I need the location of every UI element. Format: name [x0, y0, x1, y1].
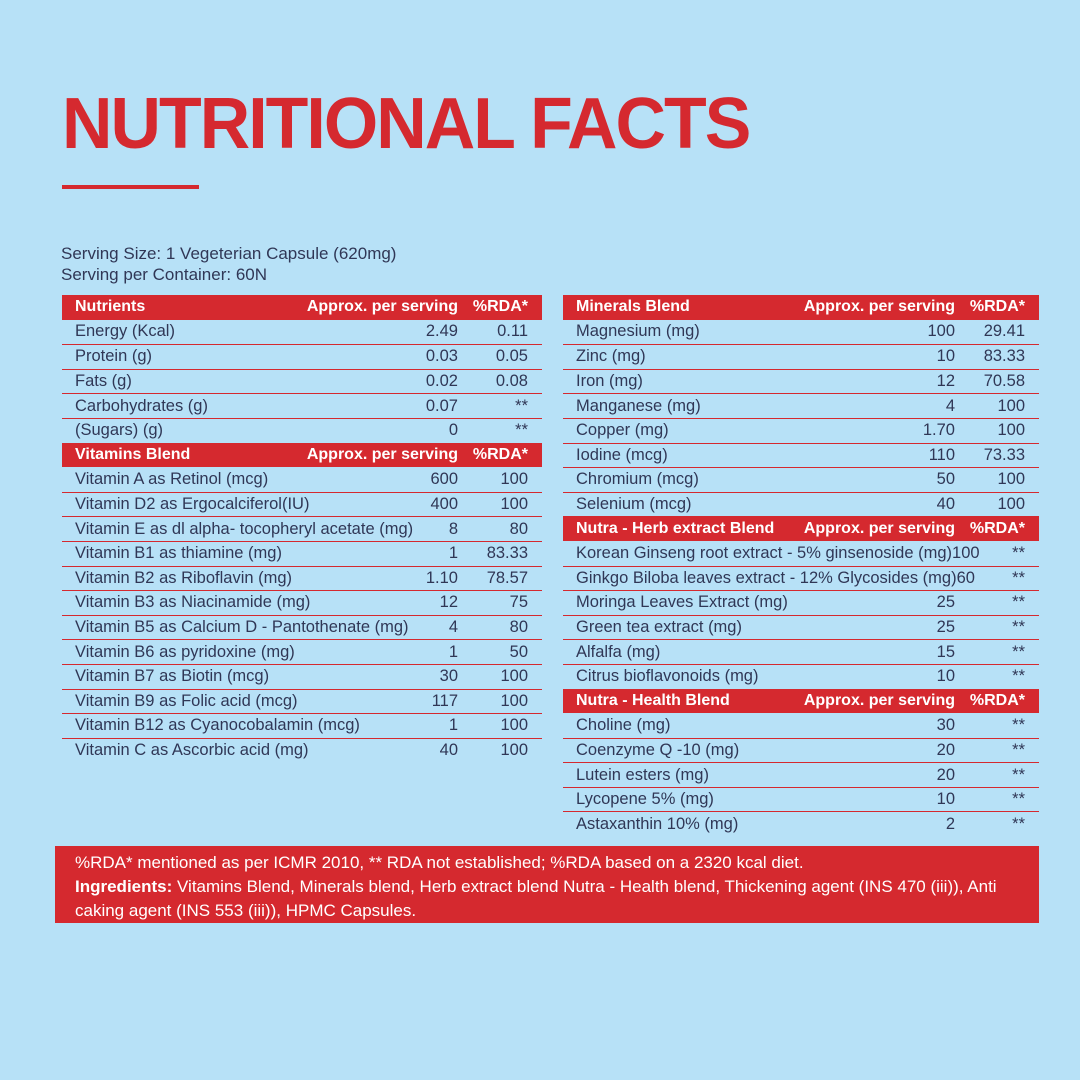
- nutrient-name: Protein (g): [75, 347, 153, 366]
- table-row: [563, 443, 1039, 468]
- rda-value: **: [1012, 667, 1025, 686]
- table-row: [563, 344, 1039, 369]
- rda-value: **: [1012, 543, 1025, 562]
- table-row: [563, 393, 1039, 418]
- nutrient-name: Iron (mg): [576, 372, 643, 391]
- table-row: [62, 369, 542, 394]
- nutrient-name: Ginkgo Biloba leaves extract - 12% Glycosides (mg): [576, 568, 957, 587]
- amount-value: 117: [431, 691, 458, 710]
- nutrient-name: Iodine (mcg): [576, 445, 668, 464]
- table-row: [62, 393, 542, 418]
- nutrient-name: Vitamin A as Retinol (mcg): [75, 469, 269, 488]
- rda-value: 100: [997, 396, 1025, 415]
- amount-value: 0.02: [425, 372, 458, 391]
- serving-size: Serving Size: 1 Vegeterian Capsule (620mg): [61, 244, 397, 263]
- column-header-rda: %RDA*: [472, 298, 528, 316]
- nutrient-name: Vitamin B7 as Biotin (mcg): [75, 667, 270, 686]
- right-column-tables: [563, 295, 1039, 836]
- table-row: [62, 590, 542, 615]
- nutrient-name: Vitamin E as dl alpha- tocopheryl acetate (mg): [75, 519, 414, 538]
- nutrient-name: Manganese (mg): [576, 396, 701, 415]
- nutrient-name: Vitamin B3 as Niacinamide (mg): [75, 593, 311, 612]
- column-header-per-serving: Approx. per serving: [803, 519, 955, 537]
- table-header-label: Vitamins Blend: [75, 445, 191, 463]
- nutrient-name: Citrus bioflavonoids (mg): [576, 667, 759, 686]
- table-row: [563, 492, 1039, 517]
- table-row: [563, 811, 1039, 836]
- amount-value: 1: [448, 544, 458, 563]
- amount-value: 600: [430, 469, 458, 488]
- amount-value: 10: [936, 347, 955, 366]
- nutrient-name: Lutein esters (mg): [576, 765, 709, 784]
- table-row: [563, 762, 1039, 787]
- amount-value: 4: [448, 618, 458, 637]
- table-row: [62, 713, 542, 738]
- rda-value: 80: [509, 519, 528, 538]
- amount-value: 8: [448, 519, 458, 538]
- table-row: [62, 467, 542, 492]
- table-row: [62, 615, 542, 640]
- column-header-per-serving: Approx. per serving: [306, 298, 458, 316]
- table-row: [563, 566, 1039, 591]
- ingredients-note: [75, 875, 1019, 923]
- footnote-box: [55, 846, 1039, 923]
- table-row: [563, 418, 1039, 443]
- table-row: [62, 639, 542, 664]
- amount-value: 4: [945, 396, 955, 415]
- rda-value: 50: [509, 642, 528, 661]
- table-row: [62, 320, 542, 345]
- table-header-row: [62, 295, 542, 320]
- rda-value: 78.57: [486, 568, 528, 587]
- rda-value: **: [1012, 642, 1025, 661]
- table-row: [563, 320, 1039, 345]
- table-row: [62, 418, 542, 443]
- table-section: [62, 295, 542, 443]
- table-row: [563, 615, 1039, 640]
- rda-value: 75: [509, 593, 528, 612]
- serving-per-container: Serving per Container: 60N: [61, 265, 268, 284]
- amount-value: 15: [936, 642, 955, 661]
- table-header-row: [563, 295, 1039, 320]
- rda-value: 0.05: [495, 347, 528, 366]
- nutrient-name: Vitamin B5 as Calcium D - Pantothenate (mg): [75, 618, 409, 637]
- table-row: [563, 467, 1039, 492]
- rda-value: **: [1012, 593, 1025, 612]
- column-header-rda: %RDA*: [969, 691, 1025, 709]
- amount-value: 100: [927, 322, 955, 341]
- nutrient-name: Vitamin D2 as Ergocalciferol(IU): [75, 495, 310, 514]
- rda-value: 100: [997, 470, 1025, 489]
- nutrient-name: Vitamin C as Ascorbic acid (mg): [75, 740, 309, 759]
- amount-value: 40: [439, 740, 458, 759]
- nutrient-name: Chromium (mcg): [576, 470, 699, 489]
- amount-value: 40: [936, 495, 955, 514]
- amount-value: 1.10: [425, 568, 458, 587]
- amount-value: 10: [936, 667, 955, 686]
- table-row: [563, 787, 1039, 812]
- table-row: [62, 344, 542, 369]
- table-row: [563, 639, 1039, 664]
- rda-value: 0.08: [495, 372, 528, 391]
- table-section: [563, 295, 1039, 516]
- nutrient-name: Coenzyme Q -10 (mg): [576, 740, 740, 759]
- nutrient-name: Selenium (mcg): [576, 495, 692, 514]
- nutrient-name: Lycopene 5% (mg): [576, 790, 714, 809]
- nutrient-name: Vitamin B12 as Cyanocobalamin (mcg): [75, 716, 360, 735]
- amount-value: 20: [936, 765, 955, 784]
- nutrient-name: Carbohydrates (g): [75, 396, 208, 415]
- rda-value: **: [1012, 568, 1025, 587]
- amount-value: 50: [936, 470, 955, 489]
- rda-value: **: [1012, 618, 1025, 637]
- amount-value: 20: [936, 740, 955, 759]
- page-title: NUTRITIONAL FACTS: [62, 84, 750, 164]
- table-header-label: Nutra - Health Blend: [576, 691, 730, 709]
- table-row: [62, 664, 542, 689]
- ingredients-label: Ingredients:: [75, 877, 173, 896]
- table-header-label: Minerals Blend: [576, 298, 690, 316]
- table-section: [563, 516, 1039, 688]
- rda-value: **: [515, 421, 528, 440]
- amount-value: 12: [936, 372, 955, 391]
- table-row: [62, 541, 542, 566]
- rda-value: **: [1012, 765, 1025, 784]
- amount-value: 30: [936, 715, 955, 734]
- nutrient-name: (Sugars) (g): [75, 421, 164, 440]
- rda-value: 100: [500, 716, 528, 735]
- table-header-row: [563, 689, 1039, 714]
- nutrient-name: Choline (mg): [576, 715, 671, 734]
- table-row: [62, 492, 542, 517]
- amount-value: 1: [448, 642, 458, 661]
- nutrient-name: Copper (mg): [576, 421, 669, 440]
- nutrient-name: Moringa Leaves Extract (mg): [576, 593, 788, 612]
- rda-note: %RDA* mentioned as per ICMR 2010, ** RDA not established; %RDA based on a 2320 kcal diet.: [75, 853, 804, 872]
- amount-value: 25: [936, 593, 955, 612]
- rda-value: **: [1012, 715, 1025, 734]
- table-row: [62, 566, 542, 591]
- rda-value: **: [1012, 814, 1025, 833]
- nutrient-name: Vitamin B2 as Riboflavin (mg): [75, 568, 293, 587]
- amount-value: 1.70: [922, 421, 955, 440]
- table-row: [563, 369, 1039, 394]
- amount-value: 0.07: [425, 396, 458, 415]
- nutrient-name: Energy (Kcal): [75, 322, 175, 341]
- amount-value: 2: [945, 814, 955, 833]
- column-header-rda: %RDA*: [472, 445, 528, 463]
- rda-value: 100: [500, 740, 528, 759]
- column-header-rda: %RDA*: [969, 519, 1025, 537]
- column-header-per-serving: Approx. per serving: [803, 691, 955, 709]
- amount-value: 12: [439, 593, 458, 612]
- left-column-tables: [62, 295, 542, 762]
- nutrient-name: Vitamin B1 as thiamine (mg): [75, 544, 282, 563]
- table-row: [563, 738, 1039, 763]
- amount-value: 1: [448, 716, 458, 735]
- title-underline: [62, 185, 199, 189]
- rda-value: 100: [500, 495, 528, 514]
- nutrient-name: Korean Ginseng root extract - 5% ginsenoside (mg): [576, 543, 953, 562]
- rda-value: 73.33: [983, 445, 1025, 464]
- rda-value: 83.33: [983, 347, 1025, 366]
- nutrient-name: Vitamin B6 as pyridoxine (mg): [75, 642, 295, 661]
- column-header-per-serving: Approx. per serving: [306, 445, 458, 463]
- table-header-row: [563, 516, 1039, 541]
- rda-value: 100: [997, 495, 1025, 514]
- amount-value: 30: [439, 667, 458, 686]
- amount-value: 100: [952, 543, 980, 562]
- column-header-per-serving: Approx. per serving: [803, 298, 955, 316]
- table-row: [62, 738, 542, 763]
- amount-value: 400: [430, 495, 458, 514]
- amount-value: 10: [936, 790, 955, 809]
- amount-value: 0.03: [425, 347, 458, 366]
- table-row: [563, 541, 1039, 566]
- nutrient-name: Astaxanthin 10% (mg): [576, 814, 739, 833]
- table-row: [563, 713, 1039, 738]
- nutrient-name: Green tea extract (mg): [576, 618, 742, 637]
- nutrient-name: Alfalfa (mg): [576, 642, 661, 661]
- column-header-rda: %RDA*: [969, 298, 1025, 316]
- rda-value: **: [515, 396, 528, 415]
- nutrient-name: Fats (g): [75, 372, 132, 391]
- rda-value: 100: [500, 469, 528, 488]
- table-section: [62, 443, 542, 763]
- amount-value: 110: [928, 445, 955, 464]
- nutrient-name: Zinc (mg): [576, 347, 646, 366]
- ingredients-text: Vitamins Blend, Minerals blend, Herb extract blend Nutra - Health blend, Thickening agent (INS 470 (iii)), Anti caking agent (INS 553 (iii)), HPMC Capsules.: [75, 877, 997, 920]
- rda-value: 80: [509, 618, 528, 637]
- rda-value: **: [1012, 740, 1025, 759]
- table-header-label: Nutra - Herb extract Blend: [576, 519, 775, 537]
- table-header-row: [62, 443, 542, 468]
- amount-value: 0: [448, 421, 458, 440]
- amount-value: 25: [936, 618, 955, 637]
- rda-value: **: [1012, 790, 1025, 809]
- table-row: [62, 689, 542, 714]
- rda-value: 0.11: [497, 322, 528, 341]
- table-row: [563, 590, 1039, 615]
- table-header-label: Nutrients: [75, 298, 146, 316]
- rda-value: 29.41: [983, 322, 1025, 341]
- amount-value: 2.49: [425, 322, 458, 341]
- rda-value: 70.58: [983, 372, 1025, 391]
- serving-info: [61, 243, 396, 285]
- rda-value: 83.33: [486, 544, 528, 563]
- rda-value: 100: [500, 667, 528, 686]
- amount-value: 60: [956, 568, 975, 587]
- nutrient-name: Vitamin B9 as Folic acid (mcg): [75, 691, 298, 710]
- table-section: [563, 689, 1039, 837]
- table-row: [62, 516, 542, 541]
- table-row: [563, 664, 1039, 689]
- nutrient-name: Magnesium (mg): [576, 322, 700, 341]
- rda-value: 100: [500, 691, 528, 710]
- rda-value: 100: [997, 421, 1025, 440]
